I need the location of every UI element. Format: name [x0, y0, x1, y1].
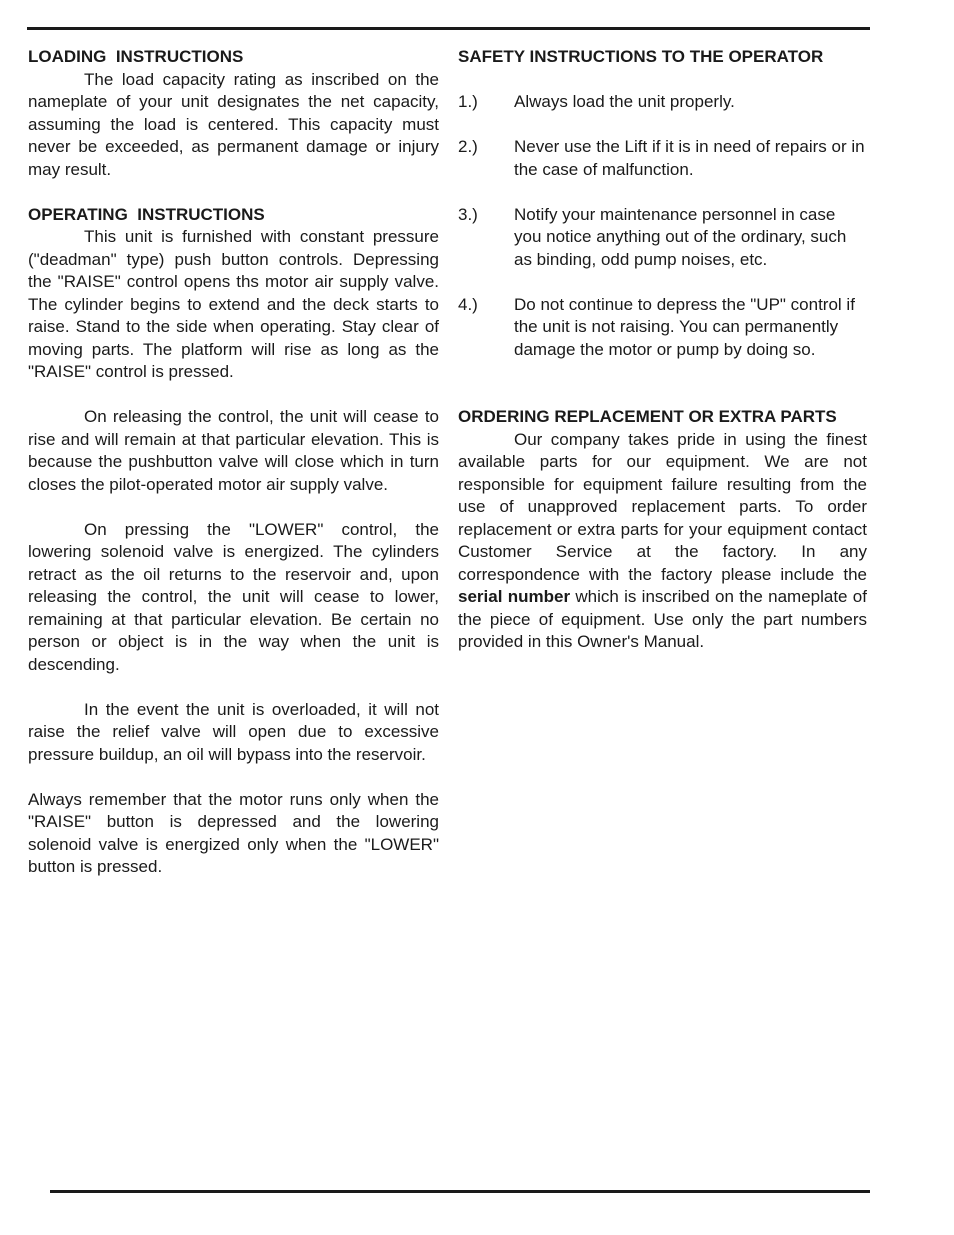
safety-item-4	[458, 294, 867, 362]
ordering-parts-heading: ORDERING REPLACEMENT OR EXTRA PARTS	[458, 407, 837, 426]
bottom-rule	[50, 1190, 870, 1193]
ordering-text-end: which is inscribed on the nameplate of the piece of equipment. Use only the part numbers provided in this Owner's Manual.	[458, 587, 867, 651]
operating-paragraph-4: In the event the unit is overloaded, it will not raise the relief valve will open due to excessive pressure buildup, an oil will bypass into the reservoir.	[28, 699, 439, 764]
operating-instructions-heading: OPERATING INSTRUCTIONS	[28, 204, 265, 224]
safety-item-text: Never use the Lift if it is in need of repairs or in the case of malfunction.	[514, 137, 865, 179]
loading-instructions-text: The load capacity rating as inscribed on the nameplate of your unit designates the net capacity, assuming the load is centered. This capacity must never be exceeded, as permanent damage or injury may result.	[28, 69, 439, 179]
safety-item-1	[458, 91, 867, 114]
left-column	[28, 46, 439, 879]
safety-item-number: 3.)	[458, 204, 478, 224]
top-rule	[27, 27, 870, 30]
operating-paragraph-3: On pressing the "LOWER" control, the lowering solenoid valve is energized. The cylinders retract as the oil returns to the reservoir and, upon releasing the control, the unit will cease to lower, remaining at that particular elevation. Be certain no person or object is in the way when the unit is descending.	[28, 519, 439, 674]
right-column	[458, 46, 867, 654]
safety-item-number: 1.)	[458, 92, 478, 111]
safety-item-number: 2.)	[458, 137, 478, 156]
operating-paragraph-2: On releasing the control, the unit will cease to rise and will remain at that particular elevation. This is because the pushbutton valve will close which in turn closes the pilot-operated motor air supply valve.	[28, 407, 439, 494]
ordering-parts-text	[458, 429, 867, 654]
loading-instructions-heading: LOADING INSTRUCTIONS	[28, 47, 244, 66]
safety-item-number: 4.)	[458, 294, 478, 314]
ordering-text-start: Our company takes pride in using the finest available parts for our equipment. We are not responsible for equipment failure resulting from the use of unapproved replacement parts. To order replacement or extra parts for your equipment contact Customer Service at the factory. In any correspondence with the factory please include the	[458, 429, 867, 584]
safety-list	[458, 91, 867, 361]
safety-item-2	[458, 136, 867, 181]
safety-item-text: Always load the unit properly.	[514, 92, 735, 111]
serial-number-emphasis: serial number	[458, 587, 571, 606]
safety-instructions-heading: SAFETY INSTRUCTIONS TO THE OPERATOR	[458, 47, 824, 66]
safety-item-text: Do not continue to depress the "UP" control if the unit is not raising. You can permanently damage the motor or pump by doing so.	[514, 294, 855, 359]
safety-item-text: Notify your maintenance personnel in case you notice anything out of the ordinary, such as binding, odd pump noises, etc.	[514, 204, 847, 269]
safety-item-3	[458, 204, 867, 272]
operating-paragraph-5: Always remember that the motor runs only when the "RAISE" button is depressed and the lowering solenoid valve is energized only when the "LOWER" button is pressed.	[28, 789, 439, 876]
operating-paragraph-1: This unit is furnished with constant pressure ("deadman" type) push button controls. Depressing the "RAISE" control opens ths motor air supply valve. The cylinder begins to extend and the deck starts to raise. Stand to the side when operating. Stay clear of moving parts. The platform will rise as long as the "RAISE" control is pressed.	[28, 227, 439, 381]
